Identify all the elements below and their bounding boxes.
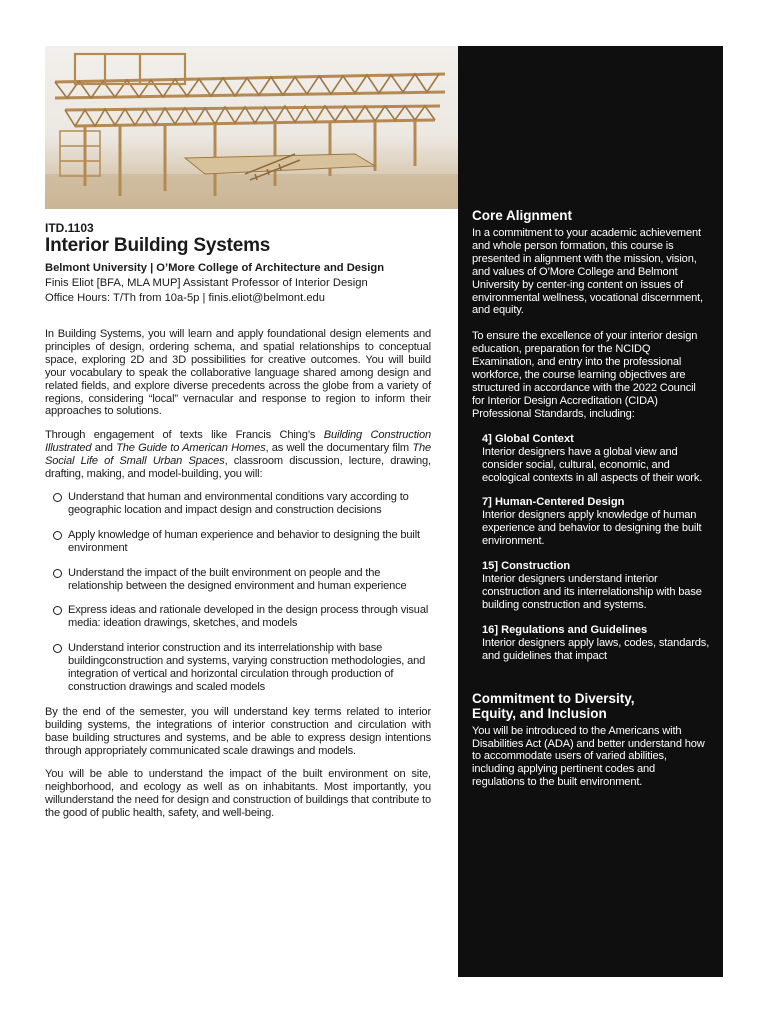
standard-text: Interior designers apply knowledge of human experience and behavior to designing the built environment. [482,509,702,548]
institution-line: Belmont University | O’More College of Architecture and Design [45,262,385,274]
main-column [45,222,431,820]
list-item [45,491,431,517]
standard-title: 4] Global Context [482,432,574,445]
wooden-model-illustration [45,46,458,209]
standard-item [482,433,710,485]
sidebar-panel [458,46,723,977]
standard-item [482,624,710,663]
core-alignment-heading: Core Alignment [472,208,573,223]
objective-text: Express ideas and rationale developed in the design process through visual media: ideation drawings, sketches, and models [68,604,429,630]
standard-text: Interior designers have a global view and consider social, cultural, economic, and ecological contexts in all aspects of their work. [482,445,703,484]
engagement-text: Through engagement of texts like Francis Ching’s [45,429,324,442]
engagement-paragraph [45,429,431,481]
engagement-text: , classroom discussion, lecture, drawing, drafting, making, and model-building, you will: [45,455,431,481]
circle-bullet-icon [53,644,62,653]
book-title-building-construction: Building Construction Illustrated [45,429,431,455]
film-title: The Social Life of Small Urban Spaces [45,442,431,468]
standard-text: Interior designers apply laws, codes, standards, and guidelines that impact [482,636,710,662]
core-alignment-paragraph-1: In a commitment to your academic achievement and whole person formation, this course is presented in alignment with the mission, vision, and values of O’More College and Belmont University by center-ing content on issues of environmental wellness, vocational discernment, and equity. [472,227,703,317]
book-title-american-homes: The Guide to American Homes [116,442,266,455]
header-photo-architectural-model [45,46,458,209]
standard-text: Interior designers understand interior construction and its interrelationship with base building construction and systems. [482,573,702,611]
course-code: ITD.1103 [45,221,94,235]
instructor-line: Finis Eliot [BFA, MLA MUP] Assistant Professor of Interior Design [45,277,368,289]
sidebar-content [472,208,710,789]
objective-text: Understand that human and environmental conditions vary according to geographic location and impact design and construction decisions [68,490,409,516]
course-title: Interior Building Systems [45,235,271,256]
standard-title: 7] Human-Centered Design [482,496,625,509]
objective-text: Understand interior construction and its interrelationship with base buildingconstruction and systems, varying construction methodologies, and integration of vertical and horizontal circulation through production of construction drawings and scaled models [68,642,426,693]
list-item [45,604,431,630]
objective-text: Understand the impact of the built environment on people and the relationship between the designed environment and human experience [68,566,407,592]
circle-bullet-icon [53,606,62,615]
engagement-text: , as well the documentary film [265,442,413,455]
circle-bullet-icon [53,569,62,578]
objectives-list [45,491,431,694]
closing-paragraph-2: You will be able to understand the impact of the built environment on site, neighborhood, and ecology as well as on inhabitants. Most importantly, you willunderstand the need for design and construction of buildings that contribute to the good of public health, safety, and well-being. [45,768,431,820]
list-item [45,642,431,694]
diversity-heading: Commitment to Diversity, Equity, and Inclusion [472,690,635,721]
office-hours-line: Office Hours: T/Th from 10a-5p | finis.eliot@belmont.edu [45,292,325,304]
core-alignment-paragraph-2: To ensure the excellence of your interior design education, preparation for the NCIDQ Examination, and entry into the professional workforce, the course learning objectives are structured in accordance with the 2022 Council for Interior Design Accreditation (CIDA) Professional Standards, including: [472,330,698,420]
standard-item [482,560,710,612]
diversity-paragraph: You will be introduced to the Americans with Disabilities Act (ADA) and better understand how to accommodate users of varied abilities, including applying pertinent codes and regulations to the built environment. [472,724,705,789]
circle-bullet-icon [53,493,62,502]
list-item [45,567,431,593]
closing-paragraph-1: By the end of the semester, you will understand key terms related to interior building systems, the integrations of interior construction and circulation with base building structures and systems, and be able to express design intentions through appropriately communicated scale drawings and models. [45,705,431,757]
standard-title: 15] Construction [482,560,571,573]
standard-title: 16] Regulations and Guidelines [482,623,648,636]
circle-bullet-icon [53,531,62,540]
objective-text: Apply knowledge of human experience and behavior to designing the built environment [68,528,420,554]
standard-item [482,496,710,548]
intro-paragraph: In Building Systems, you will learn and apply foundational design elements and principles of design, ordering schema, and spatial relationships to conceptual space, exploring 2D and 3D possibilities for creative outcomes. You will build your vocabulary to speak the collaborative language shared among design and related fields, and explore diverse precedents across the globe from a variety of regions, considering “local” vernacular and response to region to inform their approaches to solutions. [45,328,431,418]
engagement-text: and [91,442,117,455]
list-item [45,529,431,555]
